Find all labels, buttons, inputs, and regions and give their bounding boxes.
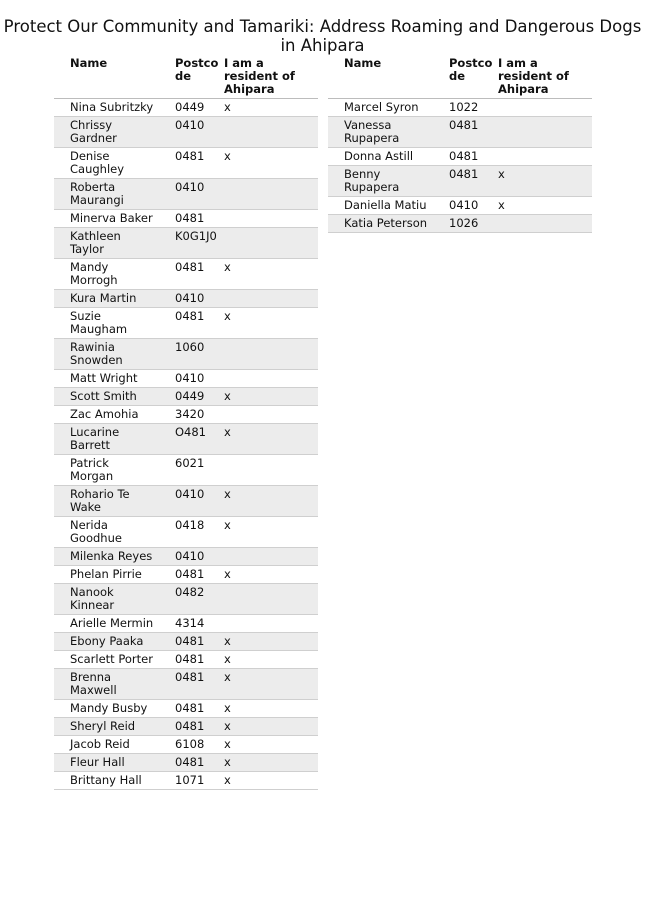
signer-name-cell: Nerida Goodhue [70, 518, 122, 545]
resident-mark-cell: x [224, 634, 231, 648]
resident-mark-cell: x [224, 567, 231, 581]
table-row [54, 370, 318, 388]
postcode-cell: 0410 [175, 118, 205, 132]
resident-mark-cell: x [224, 100, 231, 114]
postcode-cell: 0481 [175, 149, 205, 163]
signer-name-cell: Milenka Reyes [70, 549, 153, 563]
signature-table-right [328, 55, 592, 233]
postcode-cell: 1060 [175, 340, 205, 354]
table-header-row [54, 55, 318, 99]
signer-name-cell: Rawinia Snowden [70, 340, 123, 367]
resident-mark-cell: x [224, 773, 231, 787]
signature-table-right-column [328, 55, 592, 233]
table-row [54, 633, 318, 651]
postcode-cell: 0410 [449, 198, 479, 212]
table-row [328, 148, 592, 166]
table-row [328, 215, 592, 233]
table-row [54, 308, 318, 339]
signer-name-cell: Denise Caughley [70, 149, 125, 176]
postcode-cell: 0482 [175, 585, 205, 599]
postcode-cell: 0481 [175, 260, 205, 274]
table-row [54, 700, 318, 718]
resident-mark-cell: x [224, 309, 231, 323]
resident-mark-cell [224, 548, 318, 566]
postcode-cell: 0449 [175, 100, 205, 114]
resident-mark-cell [224, 290, 318, 308]
resident-mark-cell: x [224, 701, 231, 715]
table-row [328, 197, 592, 215]
resident-mark-cell [224, 210, 318, 228]
postcode-cell: 0410 [175, 291, 205, 305]
table-row [54, 455, 318, 486]
resident-column-header: I am a resident of Ahipara [498, 56, 569, 96]
table-row [54, 148, 318, 179]
resident-mark-cell [224, 228, 318, 259]
postcode-cell: 4314 [175, 616, 205, 630]
signer-name-cell: Phelan Pirrie [70, 567, 142, 581]
postcode-cell: 0481 [175, 701, 205, 715]
table-row [54, 99, 318, 117]
postcode-column-header: Postcode [449, 56, 493, 83]
signer-name-cell: Roberta Maurangi [70, 180, 124, 207]
signer-name-cell: Brenna Maxwell [70, 670, 117, 697]
postcode-cell: 0410 [175, 549, 205, 563]
postcode-cell: 1071 [175, 773, 205, 787]
postcode-cell: 0481 [175, 755, 205, 769]
signer-name-cell: Kathleen Taylor [70, 229, 121, 256]
signer-name-cell: Donna Astill [344, 149, 414, 163]
resident-mark-cell [224, 339, 318, 370]
resident-mark-cell: x [224, 389, 231, 403]
postcode-cell: 0481 [175, 670, 205, 684]
postcode-cell: 1026 [449, 216, 479, 230]
signer-name-cell: Fleur Hall [70, 755, 125, 769]
signature-table-left-column [54, 55, 318, 790]
signer-name-cell: Sheryl Reid [70, 719, 136, 733]
name-column-header: Name [344, 56, 382, 70]
postcode-cell: O481 [175, 425, 207, 439]
resident-mark-cell: x [224, 719, 231, 733]
signature-table-left [54, 55, 318, 790]
resident-mark-cell: x [224, 425, 231, 439]
postcode-cell: 0418 [175, 518, 205, 532]
resident-mark-cell: x [498, 167, 505, 181]
resident-mark-cell: x [224, 149, 231, 163]
postcode-cell: 0481 [175, 652, 205, 666]
table-row [54, 615, 318, 633]
signer-name-cell: Zac Amohia [70, 407, 139, 421]
table-row [54, 210, 318, 228]
postcode-cell: 0481 [175, 309, 205, 323]
table-row [54, 584, 318, 615]
resident-mark-cell: x [498, 198, 505, 212]
table-row [328, 166, 592, 197]
signature-table-left-body [54, 99, 318, 790]
table-row [54, 388, 318, 406]
signer-name-cell: Arielle Mermin [70, 616, 154, 630]
signer-name-cell: Katia Peterson [344, 216, 428, 230]
signer-name-cell: Nanook Kinnear [70, 585, 115, 612]
postcode-cell: 0481 [175, 211, 205, 225]
table-row [54, 772, 318, 790]
postcode-cell: 0481 [175, 634, 205, 648]
resident-column-header: I am a resident of Ahipara [224, 56, 295, 96]
table-row [54, 517, 318, 548]
table-row [54, 669, 318, 700]
resident-mark-cell: x [224, 518, 231, 532]
resident-mark-cell: x [224, 755, 231, 769]
signer-name-cell: Vanessa Rupapera [344, 118, 400, 145]
signer-name-cell: Scott Smith [70, 389, 137, 403]
signer-name-cell: Minerva Baker [70, 211, 153, 225]
signer-name-cell: Scarlett Porter [70, 652, 153, 666]
table-header-row [328, 55, 592, 99]
postcode-cell: 0410 [175, 371, 205, 385]
postcode-cell: 6021 [175, 456, 205, 470]
resident-mark-cell: x [224, 737, 231, 751]
table-row [54, 736, 318, 754]
table-row [54, 754, 318, 772]
resident-mark-cell [498, 99, 592, 117]
resident-mark-cell [224, 179, 318, 210]
table-row [54, 339, 318, 370]
signer-name-cell: Benny Rupapera [344, 167, 400, 194]
page-title: Protect Our Community and Tamariki: Address Roaming and Dangerous Dogs in Ahipara [3, 17, 642, 55]
signer-name-cell: Daniella Matiu [344, 198, 427, 212]
table-row [328, 117, 592, 148]
table-row [54, 406, 318, 424]
postcode-cell: 0481 [175, 567, 205, 581]
table-row [54, 566, 318, 584]
signer-name-cell: Patrick Morgan [70, 456, 114, 483]
resident-mark-cell: x [224, 652, 231, 666]
signer-name-cell: Suzie Maugham [70, 309, 128, 336]
table-row [54, 117, 318, 148]
resident-mark-cell: x [224, 260, 231, 274]
signer-name-cell: Marcel Syron [344, 100, 419, 114]
table-row [54, 290, 318, 308]
signature-table-right-body [328, 99, 592, 233]
signer-name-cell: Rohario Te Wake [70, 487, 130, 514]
table-row [54, 179, 318, 210]
name-column-header: Name [70, 56, 108, 70]
resident-mark-cell [224, 584, 318, 615]
signer-name-cell: Matt Wright [70, 371, 138, 385]
postcode-cell: K0G1J0 [175, 229, 217, 243]
postcode-cell: 0481 [449, 149, 479, 163]
resident-mark-cell [224, 406, 318, 424]
resident-mark-cell [224, 455, 318, 486]
table-row [54, 651, 318, 669]
resident-mark-cell [498, 148, 592, 166]
table-row [54, 486, 318, 517]
resident-mark-cell [224, 370, 318, 388]
postcode-cell: 0410 [175, 487, 205, 501]
resident-mark-cell [498, 117, 592, 148]
table-row [54, 424, 318, 455]
postcode-cell: 0481 [449, 167, 479, 181]
postcode-column-header: Postcode [175, 56, 219, 83]
table-row [54, 259, 318, 290]
postcode-cell: 0481 [175, 719, 205, 733]
postcode-cell: 6108 [175, 737, 205, 751]
table-row [54, 718, 318, 736]
postcode-cell: 0449 [175, 389, 205, 403]
signer-name-cell: Lucarine Barrett [70, 425, 120, 452]
postcode-cell: 0410 [175, 180, 205, 194]
signer-name-cell: Mandy Busby [70, 701, 148, 715]
signer-name-cell: Mandy Morrogh [70, 260, 118, 287]
postcode-cell: 1022 [449, 100, 479, 114]
table-row [54, 548, 318, 566]
resident-mark-cell [224, 615, 318, 633]
signer-name-cell: Jacob Reid [70, 737, 130, 751]
resident-mark-cell: x [224, 487, 231, 501]
signer-name-cell: Brittany Hall [70, 773, 142, 787]
signer-name-cell: Ebony Paaka [70, 634, 144, 648]
resident-mark-cell: x [224, 670, 231, 684]
resident-mark-cell [224, 117, 318, 148]
table-row [54, 228, 318, 259]
postcode-cell: 0481 [449, 118, 479, 132]
table-row [328, 99, 592, 117]
resident-mark-cell [498, 215, 592, 233]
signer-name-cell: Chrissy Gardner [70, 118, 117, 145]
signer-name-cell: Nina Subritzky [70, 100, 154, 114]
postcode-cell: 3420 [175, 407, 205, 421]
signer-name-cell: Kura Martin [70, 291, 137, 305]
